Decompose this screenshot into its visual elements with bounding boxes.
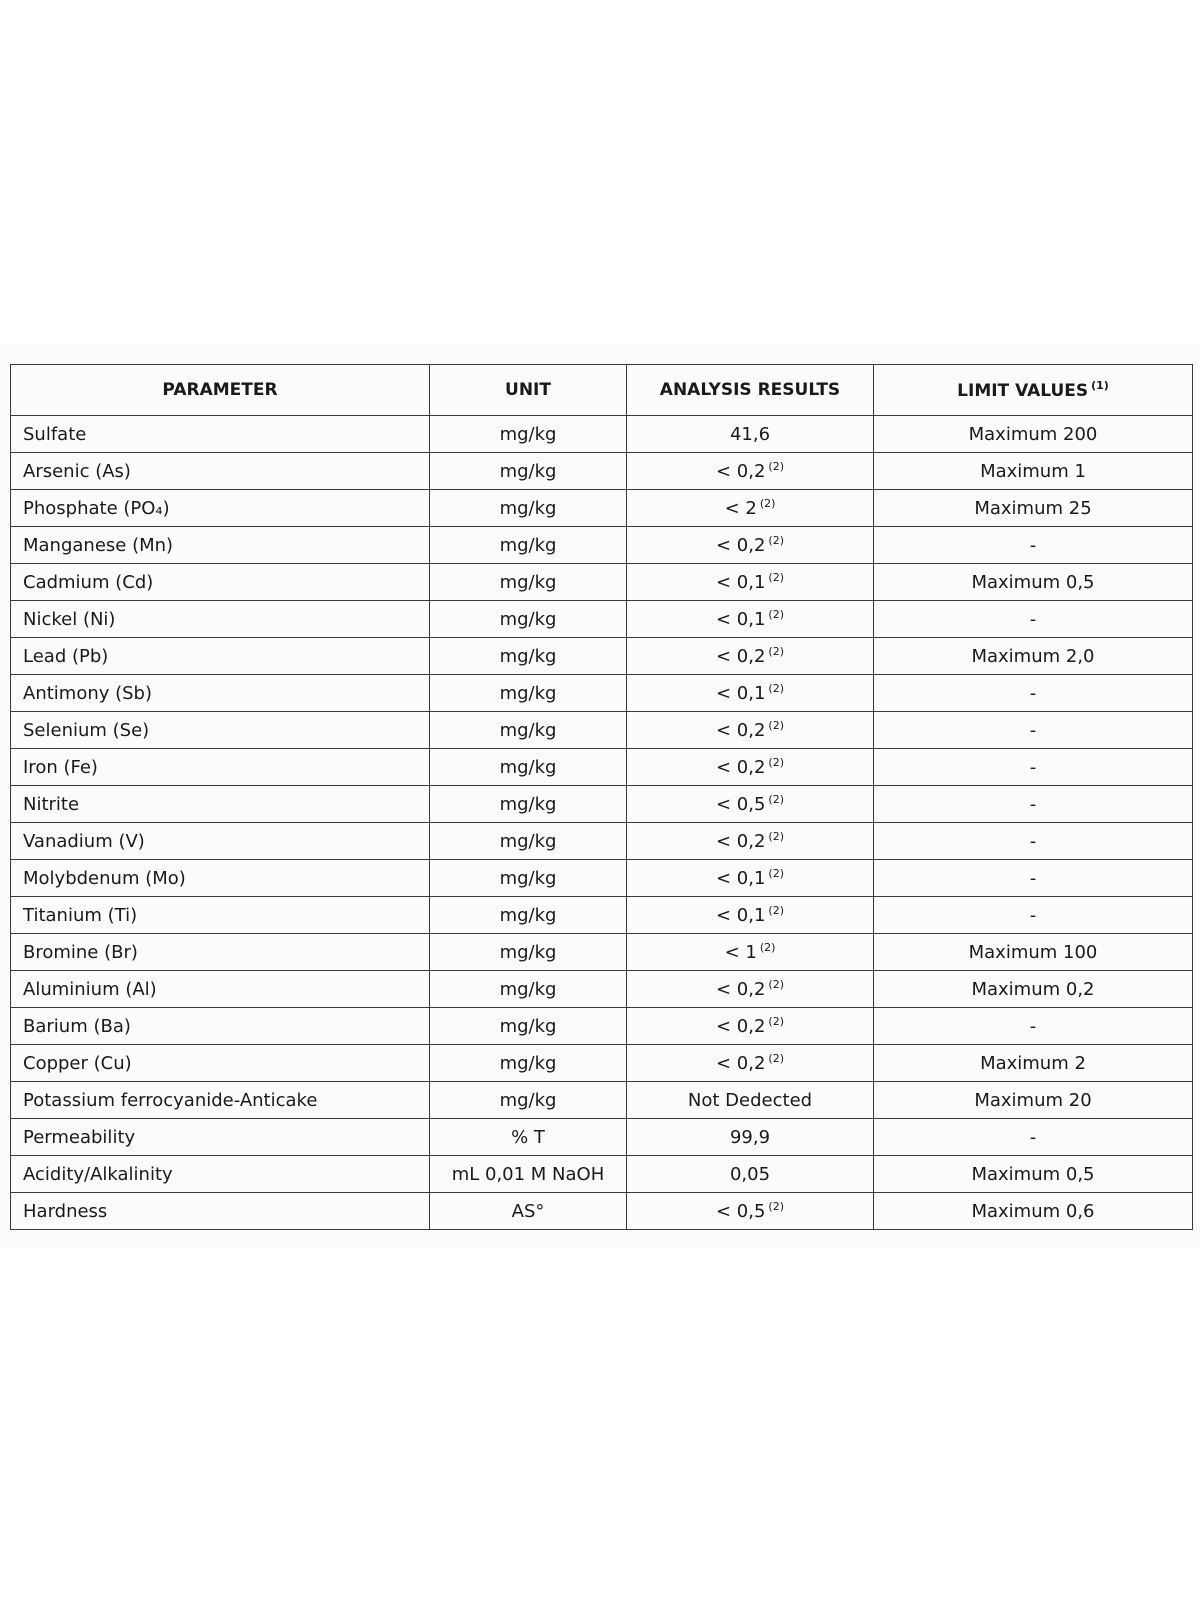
parameter-cell-text: Barium (Ba) (23, 1015, 131, 1037)
unit-cell-text: mg/kg (499, 904, 557, 926)
parameter-cell-text: Nitrite (23, 793, 80, 815)
parameter-cell-text: Phosphate (PO₄) (23, 497, 170, 519)
parameter-cell-text: Bromine (Br) (23, 941, 138, 963)
unit-cell-text: mg/kg (499, 1089, 557, 1111)
parameter-cell-text: Selenium (Se) (23, 719, 150, 741)
table-row (11, 1008, 1193, 1045)
table-row (11, 675, 1193, 712)
limit-cell (874, 1045, 1193, 1082)
unit-cell-text: mg/kg (499, 756, 557, 778)
result-cell (627, 749, 874, 786)
limit-cell-text: Maximum 0,5 (971, 1163, 1095, 1185)
result-cell (627, 712, 874, 749)
result-cell-text: 0,05 (729, 1163, 771, 1185)
parameter-cell-text: Permeability (23, 1126, 136, 1148)
parameter-cell (11, 860, 430, 897)
table-row (11, 749, 1193, 786)
unit-cell (430, 860, 627, 897)
parameter-cell-text: Lead (Pb) (23, 645, 109, 667)
parameter-cell (11, 1156, 430, 1193)
footnote-marker: (2) (768, 608, 785, 621)
parameter-cell (11, 897, 430, 934)
parameter-cell (11, 749, 430, 786)
footnote-marker: (2) (768, 1015, 785, 1028)
result-cell-text: < 0,1 (715, 609, 766, 630)
footnote-marker: (2) (768, 793, 785, 806)
footnote-marker: (2) (768, 719, 785, 732)
table-row (11, 564, 1193, 601)
table-row (11, 1082, 1193, 1119)
unit-cell-text: mg/kg (499, 978, 557, 1000)
limit-cell (874, 897, 1193, 934)
limit-cell-text: Maximum 1 (980, 460, 1086, 482)
footnote-marker: (2) (768, 1200, 785, 1213)
unit-cell (430, 823, 627, 860)
parameter-cell-text: Titanium (Ti) (23, 904, 138, 926)
footnote-marker: (2) (768, 867, 785, 880)
unit-cell (430, 1156, 627, 1193)
parameter-cell-text: Antimony (Sb) (23, 682, 153, 704)
parameter-cell-text: Potassium ferrocyanide-Anticake (23, 1089, 318, 1111)
limit-cell (874, 823, 1193, 860)
result-cell (627, 1193, 874, 1230)
table-row (11, 860, 1193, 897)
limit-cell-text: - (1029, 1126, 1037, 1148)
limit-cell-text: - (1029, 682, 1037, 704)
parameter-cell-text: Cadmium (Cd) (23, 571, 154, 593)
limit-cell (874, 601, 1193, 638)
table-row (11, 490, 1193, 527)
parameter-cell (11, 786, 430, 823)
footnote-marker: (2) (768, 830, 785, 843)
result-cell (627, 527, 874, 564)
unit-cell (430, 712, 627, 749)
table-row (11, 712, 1193, 749)
parameter-cell-text: Copper (Cu) (23, 1052, 132, 1074)
footnote-marker: (2) (768, 571, 785, 584)
parameter-cell (11, 416, 430, 453)
parameter-cell (11, 675, 430, 712)
limit-cell (874, 416, 1193, 453)
result-cell-text: 41,6 (729, 423, 771, 445)
unit-cell-text: mg/kg (499, 867, 557, 889)
footnote-marker: (2) (768, 756, 785, 769)
result-cell (627, 638, 874, 675)
table-row (11, 527, 1193, 564)
header-analysis-results: ANALYSIS RESULTS (627, 365, 874, 416)
result-cell (627, 564, 874, 601)
header-parameter: PARAMETER (11, 365, 430, 416)
parameter-cell-text: Iron (Fe) (23, 756, 98, 778)
unit-cell-text: AS° (511, 1200, 545, 1222)
result-cell-text: < 0,2 (715, 1016, 766, 1037)
limit-cell-text: - (1029, 534, 1037, 556)
unit-cell-text: mg/kg (499, 830, 557, 852)
table-row (11, 453, 1193, 490)
limit-cell-text: Maximum 0,2 (971, 978, 1095, 1000)
footnote-marker: (2) (768, 645, 785, 658)
limit-cell-text: Maximum 200 (968, 423, 1098, 445)
result-cell (627, 1008, 874, 1045)
unit-cell (430, 490, 627, 527)
limit-cell-text: Maximum 0,5 (971, 571, 1095, 593)
unit-cell (430, 1045, 627, 1082)
limit-cell-text: Maximum 2 (980, 1052, 1086, 1074)
parameter-cell-text: Hardness (23, 1200, 108, 1222)
unit-cell (430, 453, 627, 490)
footnote-marker: (2) (759, 497, 776, 510)
limit-cell (874, 564, 1193, 601)
table-row (11, 638, 1193, 675)
parameter-cell (11, 1119, 430, 1156)
parameter-cell (11, 1045, 430, 1082)
parameter-cell (11, 564, 430, 601)
parameter-cell-text: Acidity/Alkalinity (23, 1163, 173, 1185)
result-cell-text: < 0,2 (715, 720, 766, 741)
limit-cell-text: Maximum 0,6 (971, 1200, 1095, 1222)
unit-cell (430, 971, 627, 1008)
footnote-marker: (2) (768, 978, 785, 991)
limit-cell-text: - (1029, 867, 1037, 889)
limit-cell-text: - (1029, 1015, 1037, 1037)
unit-cell-text: mg/kg (499, 1015, 557, 1037)
table-row (11, 786, 1193, 823)
result-cell-text: < 2 (724, 498, 757, 519)
result-cell-text: < 0,2 (715, 831, 766, 852)
result-cell (627, 416, 874, 453)
limit-cell-text: - (1029, 756, 1037, 778)
limit-cell (874, 860, 1193, 897)
result-cell-text: < 1 (724, 942, 757, 963)
limit-cell-text: - (1029, 904, 1037, 926)
unit-cell (430, 897, 627, 934)
unit-cell-text: mg/kg (499, 460, 557, 482)
unit-cell (430, 1119, 627, 1156)
analysis-table (10, 364, 1193, 1230)
unit-cell (430, 675, 627, 712)
table-row (11, 601, 1193, 638)
result-cell-text: < 0,2 (715, 1053, 766, 1074)
footnote-marker: (2) (768, 1052, 785, 1065)
limit-cell-text: Maximum 2,0 (971, 645, 1095, 667)
header-limit-label: LIMIT VALUES (957, 381, 1089, 401)
parameter-cell-text: Manganese (Mn) (23, 534, 174, 556)
result-cell-text: < 0,2 (715, 535, 766, 556)
result-cell (627, 934, 874, 971)
unit-cell-text: mg/kg (499, 682, 557, 704)
parameter-cell (11, 934, 430, 971)
limit-cell (874, 527, 1193, 564)
unit-cell (430, 1082, 627, 1119)
result-cell-text: 99,9 (729, 1126, 771, 1148)
result-cell-text: < 0,1 (715, 683, 766, 704)
unit-cell (430, 638, 627, 675)
result-cell (627, 786, 874, 823)
unit-cell-text: mg/kg (499, 608, 557, 630)
result-cell (627, 1045, 874, 1082)
parameter-cell (11, 1193, 430, 1230)
parameter-cell (11, 971, 430, 1008)
parameter-cell-text: Sulfate (23, 423, 87, 445)
result-cell (627, 675, 874, 712)
unit-cell (430, 527, 627, 564)
parameter-cell-text: Aluminium (Al) (23, 978, 157, 1000)
result-cell (627, 1119, 874, 1156)
limit-cell-text: - (1029, 830, 1037, 852)
parameter-cell-text: Vanadium (V) (23, 830, 145, 852)
result-cell-text: < 0,2 (715, 757, 766, 778)
table-row (11, 934, 1193, 971)
parameter-cell (11, 527, 430, 564)
result-cell-text: < 0,1 (715, 868, 766, 889)
header-unit: UNIT (430, 365, 627, 416)
parameter-cell (11, 823, 430, 860)
unit-cell (430, 564, 627, 601)
result-cell-text: < 0,5 (715, 794, 766, 815)
footnote-marker: (2) (768, 904, 785, 917)
unit-cell (430, 934, 627, 971)
limit-cell (874, 453, 1193, 490)
limit-cell (874, 712, 1193, 749)
unit-cell-text: mg/kg (499, 423, 557, 445)
parameter-cell-text: Arsenic (As) (23, 460, 131, 482)
footnote-marker: (2) (768, 682, 785, 695)
limit-cell (874, 1193, 1193, 1230)
limit-cell-text: Maximum 100 (968, 941, 1098, 963)
unit-cell-text: mg/kg (499, 645, 557, 667)
result-cell-text: < 0,5 (715, 1201, 766, 1222)
unit-cell-text: % T (511, 1126, 545, 1148)
parameter-cell (11, 1008, 430, 1045)
table-row (11, 1119, 1193, 1156)
parameter-cell-text: Nickel (Ni) (23, 608, 116, 630)
unit-cell (430, 416, 627, 453)
unit-cell-text: mg/kg (499, 719, 557, 741)
limit-cell (874, 786, 1193, 823)
result-cell-text: Not Dedected (687, 1089, 813, 1111)
unit-cell-text: mg/kg (499, 571, 557, 593)
unit-cell (430, 1193, 627, 1230)
parameter-cell (11, 453, 430, 490)
result-cell (627, 1156, 874, 1193)
result-cell-text: < 0,1 (715, 905, 766, 926)
limit-cell (874, 638, 1193, 675)
limit-cell (874, 1119, 1193, 1156)
table-row (11, 823, 1193, 860)
limit-cell (874, 749, 1193, 786)
footnote-marker: (1) (1091, 379, 1109, 392)
limit-cell (874, 1008, 1193, 1045)
table-row (11, 897, 1193, 934)
footnote-marker: (2) (768, 534, 785, 547)
table-row (11, 1156, 1193, 1193)
limit-cell (874, 490, 1193, 527)
unit-cell-text: mg/kg (499, 497, 557, 519)
limit-cell (874, 971, 1193, 1008)
unit-cell (430, 786, 627, 823)
unit-cell (430, 601, 627, 638)
result-cell (627, 860, 874, 897)
result-cell (627, 490, 874, 527)
result-cell (627, 453, 874, 490)
unit-cell (430, 1008, 627, 1045)
header-row (11, 365, 1193, 416)
result-cell (627, 971, 874, 1008)
result-cell-text: < 0,2 (715, 646, 766, 667)
result-cell (627, 601, 874, 638)
result-cell (627, 1082, 874, 1119)
footnote-marker: (2) (768, 460, 785, 473)
footnote-marker: (2) (759, 941, 776, 954)
table-row (11, 416, 1193, 453)
unit-cell-text: mL 0,01 M NaOH (451, 1163, 605, 1185)
unit-cell-text: mg/kg (499, 793, 557, 815)
limit-cell-text: Maximum 25 (974, 497, 1092, 519)
table-row (11, 971, 1193, 1008)
limit-cell (874, 675, 1193, 712)
result-cell-text: < 0,1 (715, 572, 766, 593)
result-cell-text: < 0,2 (715, 979, 766, 1000)
parameter-cell (11, 1082, 430, 1119)
parameter-cell-text: Molybdenum (Mo) (23, 867, 186, 889)
limit-cell-text: - (1029, 719, 1037, 741)
unit-cell-text: mg/kg (499, 1052, 557, 1074)
parameter-cell (11, 638, 430, 675)
table-row (11, 1045, 1193, 1082)
header-limit-values (874, 365, 1193, 416)
parameter-cell (11, 712, 430, 749)
limit-cell (874, 934, 1193, 971)
table-row (11, 1193, 1193, 1230)
unit-cell-text: mg/kg (499, 534, 557, 556)
limit-cell (874, 1082, 1193, 1119)
result-cell-text: < 0,2 (715, 461, 766, 482)
unit-cell-text: mg/kg (499, 941, 557, 963)
unit-cell (430, 749, 627, 786)
result-cell (627, 897, 874, 934)
parameter-cell (11, 490, 430, 527)
limit-cell-text: Maximum 20 (974, 1089, 1092, 1111)
limit-cell-text: - (1029, 793, 1037, 815)
parameter-cell (11, 601, 430, 638)
limit-cell (874, 1156, 1193, 1193)
limit-cell-text: - (1029, 608, 1037, 630)
result-cell (627, 823, 874, 860)
